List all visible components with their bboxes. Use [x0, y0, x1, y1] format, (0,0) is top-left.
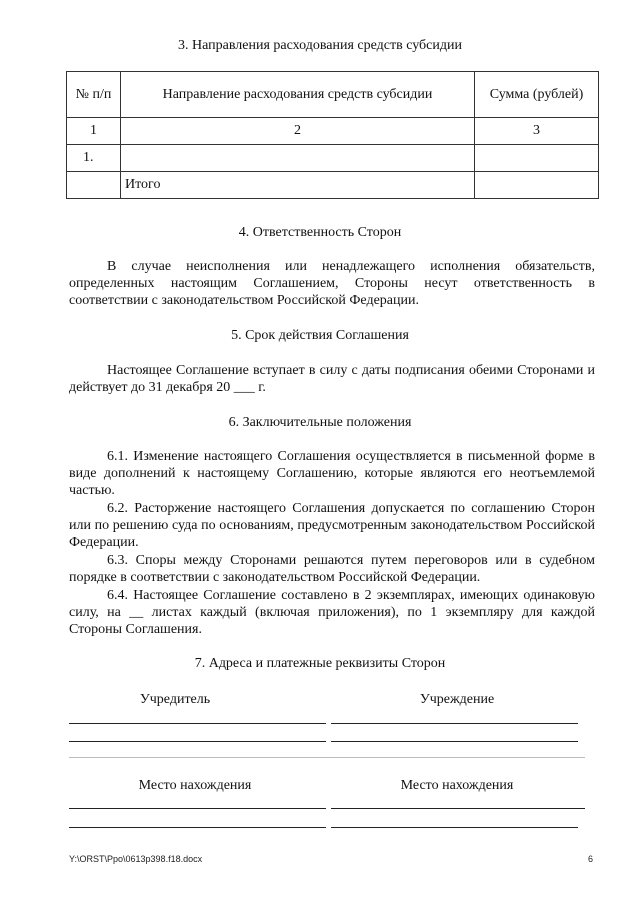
institution-line — [331, 741, 578, 742]
table-header-row — [67, 72, 599, 118]
page-number: 6 — [588, 854, 594, 864]
table-row — [67, 145, 599, 172]
institution-signature-line — [331, 723, 578, 724]
header-number: № п/п — [67, 72, 121, 118]
section-4-title: 4. Ответственность Сторон — [238, 225, 402, 240]
header-amount: Сумма (рублей) — [475, 72, 599, 118]
founder-label: Учредитель — [139, 692, 211, 707]
subsidy-expense-table — [66, 71, 599, 199]
institution-location-label: Место нахождения — [400, 778, 514, 793]
section-3-title: 3. Направления расходования средств субсидии — [178, 38, 462, 53]
total-label-cell: Итого — [121, 172, 475, 199]
section-5-text: Настоящее Соглашение вступает в силу с даты подписания обеими Сторонами и действует до 31 декабря 20 ___ г. — [69, 363, 595, 395]
founder-location-line-2 — [69, 827, 326, 828]
institution-location-line-2 — [331, 827, 578, 828]
clause-6-3: 6.3. Споры между Сторонами решаются путем переговоров или в судебном порядке в соответствии с законодательством Российской Федерации. — [69, 553, 595, 585]
total-amount-cell — [475, 172, 599, 199]
total-number-cell — [67, 172, 121, 199]
index-cell: 3 — [475, 118, 599, 145]
index-cell: 1 — [67, 118, 121, 145]
founder-line — [69, 741, 326, 742]
clause-6-1: 6.1. Изменение настоящего Соглашения осуществляется в письменной форме в виде дополнений к настоящему Соглашению, которые являются его неотъемлемой частью. — [69, 449, 595, 498]
clause-6-2: 6.2. Расторжение настоящего Соглашения допускается по соглашению Сторон или по решению суда по основаниям, предусмотренным законодательством Российской Федерации. — [69, 501, 595, 550]
row-amount-cell — [475, 145, 599, 172]
section-5-title: 5. Срок действия Соглашения — [231, 328, 409, 343]
clause-6-4: 6.4. Настоящее Соглашение составлено в 2 экземплярах, имеющих одинаковую силу, на __ листах каждый (включая приложения), по 1 экземпляру для каждой Стороны Соглашения. — [69, 588, 595, 637]
table-total-row — [67, 172, 599, 199]
row-number-cell: 1. — [67, 145, 121, 172]
separator-line — [69, 757, 585, 758]
founder-location-label: Место нахождения — [138, 778, 252, 793]
institution-label: Учреждение — [419, 692, 495, 707]
row-direction-cell — [121, 145, 475, 172]
table-index-row — [67, 118, 599, 145]
section-4-text: В случае неисполнения или ненадлежащего исполнения обязательств, определенных настоящим Соглашением, Стороны несут ответственность в соответствии с законодательством Российской Федерации. — [69, 259, 595, 308]
index-cell: 2 — [121, 118, 475, 145]
section-6-title: 6. Заключительные положения — [228, 415, 412, 430]
founder-signature-line — [69, 723, 326, 724]
footer-file-path: Y:\ORST\Ppo\0613p398.f18.docx — [69, 854, 203, 864]
header-direction: Направление расходования средств субсидии — [121, 72, 475, 118]
institution-location-line — [331, 808, 585, 809]
section-7-title: 7. Адреса и платежные реквизиты Сторон — [194, 656, 446, 671]
founder-location-line — [69, 808, 326, 809]
